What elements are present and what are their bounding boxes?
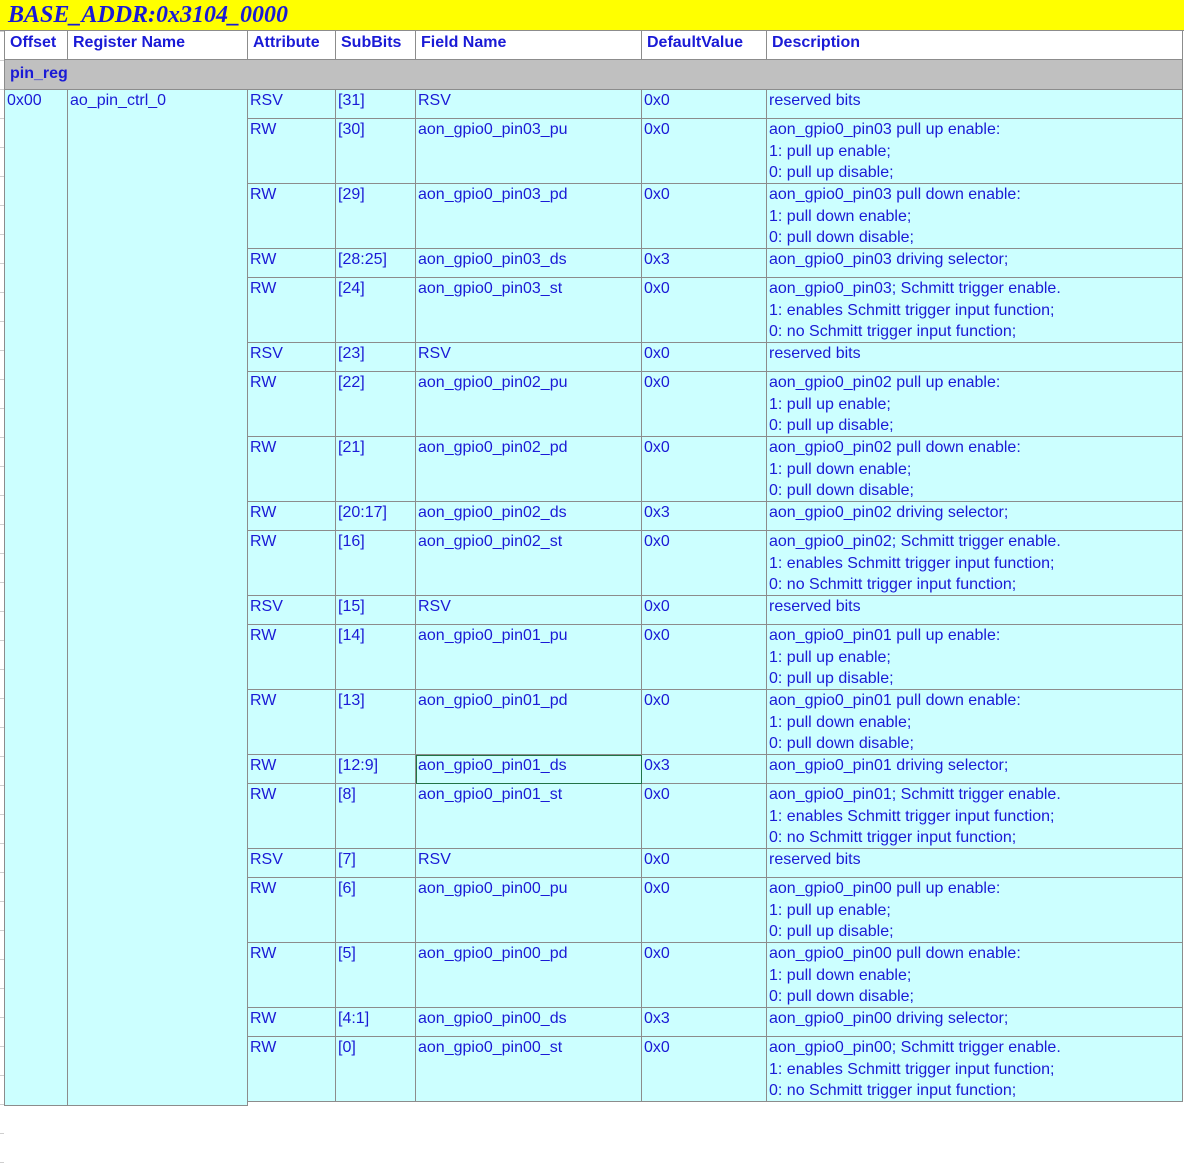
description-line: 0: pull down disable; xyxy=(769,482,914,499)
field-name-cell[interactable]: aon_gpio0_pin00_st xyxy=(416,1037,642,1102)
attribute-cell[interactable]: RW xyxy=(248,943,336,1008)
row-gutter-tick xyxy=(0,698,4,699)
subbits-cell[interactable]: [6] xyxy=(336,878,416,943)
description-line: 0: pull down disable; xyxy=(769,735,914,752)
row-gutter-tick xyxy=(0,959,4,960)
group-row-pin-reg[interactable]: pin_reg xyxy=(4,60,1183,90)
row-gutter-tick xyxy=(0,872,4,873)
row-gutter-tick xyxy=(0,321,4,322)
default-value-cell[interactable]: 0x3 xyxy=(642,249,767,278)
row-gutter-tick xyxy=(0,350,4,351)
description-line: aon_gpio0_pin01 pull down enable: xyxy=(769,692,1021,709)
description-line: aon_gpio0_pin03 pull up enable: xyxy=(769,121,1001,138)
row-gutter-tick xyxy=(0,524,4,525)
attribute-cell[interactable]: RW xyxy=(248,119,336,184)
subbits-cell[interactable]: [7] xyxy=(336,849,416,878)
attribute-cell[interactable]: RW xyxy=(248,184,336,249)
row-gutter-tick xyxy=(0,437,4,438)
subbits-cell[interactable]: [12:9] xyxy=(336,755,416,784)
subbits-cell[interactable]: [4:1] xyxy=(336,1008,416,1037)
attribute-cell[interactable]: RW xyxy=(248,502,336,531)
field-name-cell[interactable]: aon_gpio0_pin03_ds xyxy=(416,249,642,278)
subbits-cell[interactable]: [16] xyxy=(336,531,416,596)
row-gutter-tick xyxy=(0,495,4,496)
attribute-cell[interactable]: RW xyxy=(248,784,336,849)
default-value-cell[interactable]: 0x0 xyxy=(642,184,767,249)
subbits-cell[interactable]: [14] xyxy=(336,625,416,690)
row-gutter-tick xyxy=(0,930,4,931)
default-value-header[interactable]: DefaultValue xyxy=(642,31,767,60)
attribute-cell[interactable]: RSV xyxy=(248,596,336,625)
subbits-cell[interactable]: [22] xyxy=(336,372,416,437)
default-value-cell[interactable]: 0x0 xyxy=(642,625,767,690)
description-cell[interactable] xyxy=(767,625,1183,690)
description-line: reserved bits xyxy=(769,345,861,362)
row-gutter-tick xyxy=(0,234,4,235)
field-name-cell[interactable]: aon_gpio0_pin00_pu xyxy=(416,878,642,943)
attribute-cell[interactable]: RW xyxy=(248,372,336,437)
attribute-cell[interactable]: RW xyxy=(248,690,336,755)
description-line: reserved bits xyxy=(769,598,861,615)
default-value-cell[interactable]: 0x0 xyxy=(642,690,767,755)
row-gutter-tick xyxy=(0,379,4,380)
field-name-cell[interactable]: aon_gpio0_pin01_pd xyxy=(416,690,642,755)
subbits-cell[interactable]: [29] xyxy=(336,184,416,249)
description-line: aon_gpio0_pin03 driving selector; xyxy=(769,251,1009,268)
description-line: 0: pull up disable; xyxy=(769,670,894,687)
row-gutter-tick xyxy=(0,89,4,90)
attribute-cell[interactable]: RW xyxy=(248,878,336,943)
field-name-cell[interactable]: aon_gpio0_pin02_pd xyxy=(416,437,642,502)
row-gutter-tick xyxy=(0,31,4,32)
description-line: aon_gpio0_pin00 pull down enable: xyxy=(769,945,1021,962)
description-cell[interactable] xyxy=(767,343,1183,372)
description-line: aon_gpio0_pin03 pull down enable: xyxy=(769,186,1021,203)
row-gutter-tick xyxy=(0,1046,4,1047)
field-name-cell[interactable]: aon_gpio0_pin00_ds xyxy=(416,1008,642,1037)
description-line: aon_gpio0_pin01; Schmitt trigger enable. xyxy=(769,786,1061,803)
row-gutter-tick xyxy=(0,118,4,119)
subbits-cell[interactable]: [28:25] xyxy=(336,249,416,278)
default-value-cell[interactable]: 0x0 xyxy=(642,531,767,596)
default-value-cell[interactable]: 0x0 xyxy=(642,943,767,1008)
row-gutter-tick xyxy=(0,1104,4,1105)
description-header[interactable]: Description xyxy=(767,31,1183,60)
description-line: 1: pull down enable; xyxy=(769,713,912,731)
subbits-cell[interactable]: [24] xyxy=(336,278,416,343)
row-gutter-tick xyxy=(0,727,4,728)
row-gutter-tick xyxy=(0,147,4,148)
subbits-cell[interactable]: [23] xyxy=(336,343,416,372)
attribute-cell[interactable]: RW xyxy=(248,755,336,784)
description-cell[interactable] xyxy=(767,90,1183,119)
row-gutter-tick xyxy=(0,640,4,641)
attribute-cell[interactable]: RSV xyxy=(248,849,336,878)
description-cell[interactable] xyxy=(767,1008,1183,1037)
description-line: 1: enables Schmitt trigger input function; xyxy=(769,1060,1055,1078)
attribute-cell[interactable]: RW xyxy=(248,1008,336,1037)
default-value-cell[interactable]: 0x0 xyxy=(642,278,767,343)
field-name-cell[interactable]: aon_gpio0_pin01_pu xyxy=(416,625,642,690)
subbits-header[interactable]: SubBits xyxy=(336,31,416,60)
base-address-title[interactable]: BASE_ADDR:0x3104_0000 xyxy=(0,0,1184,31)
row-gutter-tick xyxy=(0,408,4,409)
row-gutter-tick xyxy=(0,60,4,61)
row-gutter-tick xyxy=(0,263,4,264)
description-line: aon_gpio0_pin02 pull up enable: xyxy=(769,374,1001,391)
field-name-cell[interactable]: RSV xyxy=(416,596,642,625)
attribute-header[interactable]: Attribute xyxy=(248,31,336,60)
description-cell[interactable] xyxy=(767,184,1183,249)
description-line: 0: pull down disable; xyxy=(769,988,914,1005)
register-name-header[interactable]: Register Name xyxy=(68,31,248,60)
subbits-cell[interactable]: [20:17] xyxy=(336,502,416,531)
subbits-cell[interactable]: [30] xyxy=(336,119,416,184)
description-cell[interactable] xyxy=(767,596,1183,625)
attribute-cell[interactable]: RW xyxy=(248,249,336,278)
default-value-cell[interactable]: 0x0 xyxy=(642,596,767,625)
description-line: reserved bits xyxy=(769,92,861,109)
description-line: aon_gpio0_pin01 driving selector; xyxy=(769,757,1009,774)
subbits-cell[interactable]: [8] xyxy=(336,784,416,849)
description-cell[interactable] xyxy=(767,849,1183,878)
description-cell[interactable] xyxy=(767,437,1183,502)
field-name-cell[interactable]: RSV xyxy=(416,849,642,878)
offset-header[interactable]: Offset xyxy=(4,31,68,60)
description-cell[interactable] xyxy=(767,690,1183,755)
attribute-cell[interactable]: RW xyxy=(248,437,336,502)
description-line: 1: enables Schmitt trigger input function; xyxy=(769,301,1055,319)
subbits-cell[interactable]: [15] xyxy=(336,596,416,625)
row-gutter-tick xyxy=(0,1133,4,1134)
subbits-cell[interactable]: [31] xyxy=(336,90,416,119)
description-line: 1: pull up enable; xyxy=(769,395,891,413)
field-name-cell[interactable]: RSV xyxy=(416,90,642,119)
register-name-cell[interactable]: ao_pin_ctrl_0 xyxy=(68,90,248,1106)
row-gutter-tick xyxy=(0,466,4,467)
row-gutter-tick xyxy=(0,1017,4,1018)
field-name-cell[interactable]: aon_gpio0_pin02_ds xyxy=(416,502,642,531)
default-value-cell[interactable]: 0x3 xyxy=(642,502,767,531)
default-value-cell[interactable]: 0x0 xyxy=(642,878,767,943)
attribute-cell[interactable]: RW xyxy=(248,278,336,343)
description-cell[interactable] xyxy=(767,502,1183,531)
default-value-cell[interactable]: 0x0 xyxy=(642,343,767,372)
description-line: 0: no Schmitt trigger input function; xyxy=(769,1082,1017,1099)
description-cell[interactable] xyxy=(767,943,1183,1008)
description-cell[interactable] xyxy=(767,1037,1183,1102)
field-name-cell[interactable]: aon_gpio0_pin03_st xyxy=(416,278,642,343)
field-name-cell[interactable]: aon_gpio0_pin00_pd xyxy=(416,943,642,1008)
default-value-cell[interactable]: 0x0 xyxy=(642,90,767,119)
field-name-cell[interactable]: aon_gpio0_pin02_st xyxy=(416,531,642,596)
subbits-cell[interactable]: [5] xyxy=(336,943,416,1008)
row-gutter-tick xyxy=(0,582,4,583)
description-cell[interactable] xyxy=(767,784,1183,849)
row-gutter-tick xyxy=(0,292,4,293)
attribute-cell[interactable]: RSV xyxy=(248,343,336,372)
description-line: aon_gpio0_pin02 driving selector; xyxy=(769,504,1009,521)
row-gutter-tick xyxy=(0,669,4,670)
default-value-cell[interactable]: 0x0 xyxy=(642,1037,767,1102)
row-gutter-tick xyxy=(0,814,4,815)
field-name-cell[interactable]: RSV xyxy=(416,343,642,372)
description-line: 1: enables Schmitt trigger input function; xyxy=(769,807,1055,825)
attribute-cell[interactable]: RW xyxy=(248,625,336,690)
row-gutter-tick xyxy=(0,988,4,989)
row-gutter-tick xyxy=(0,205,4,206)
default-value-cell[interactable]: 0x3 xyxy=(642,1008,767,1037)
description-line: reserved bits xyxy=(769,851,861,868)
row-gutter-tick xyxy=(0,176,4,177)
description-line: aon_gpio0_pin02; Schmitt trigger enable. xyxy=(769,533,1061,550)
description-cell[interactable] xyxy=(767,119,1183,184)
description-line: 0: no Schmitt trigger input function; xyxy=(769,323,1017,340)
default-value-cell[interactable]: 0x3 xyxy=(642,755,767,784)
field-name-cell[interactable]: aon_gpio0_pin01_st xyxy=(416,784,642,849)
row-gutter-tick xyxy=(0,901,4,902)
field-name-cell[interactable]: aon_gpio0_pin01_ds xyxy=(416,755,642,784)
field-name-header[interactable]: Field Name xyxy=(416,31,642,60)
row-gutter-tick xyxy=(0,611,4,612)
description-line: aon_gpio0_pin03; Schmitt trigger enable. xyxy=(769,280,1061,297)
field-name-cell[interactable]: aon_gpio0_pin02_pu xyxy=(416,372,642,437)
description-line: 1: enables Schmitt trigger input function; xyxy=(769,554,1055,572)
description-line: 0: pull up disable; xyxy=(769,417,894,434)
description-line: 0: pull up disable; xyxy=(769,164,894,181)
description-line: aon_gpio0_pin02 pull down enable: xyxy=(769,439,1021,456)
default-value-cell[interactable]: 0x0 xyxy=(642,372,767,437)
attribute-cell[interactable]: RW xyxy=(248,1037,336,1102)
row-gutter-tick xyxy=(0,756,4,757)
description-line: 1: pull up enable; xyxy=(769,142,891,160)
description-line: 0: no Schmitt trigger input function; xyxy=(769,576,1017,593)
default-value-cell[interactable]: 0x0 xyxy=(642,784,767,849)
row-gutter-tick xyxy=(0,785,4,786)
field-name-cell[interactable]: aon_gpio0_pin03_pu xyxy=(416,119,642,184)
description-cell[interactable] xyxy=(767,278,1183,343)
description-cell[interactable] xyxy=(767,755,1183,784)
subbits-cell[interactable]: [0] xyxy=(336,1037,416,1102)
description-line: 1: pull down enable; xyxy=(769,460,912,478)
description-line: 0: pull up disable; xyxy=(769,923,894,940)
row-gutter-tick xyxy=(0,553,4,554)
row-gutter-tick xyxy=(0,1075,4,1076)
description-line: 0: no Schmitt trigger input function; xyxy=(769,829,1017,846)
subbits-cell[interactable]: [13] xyxy=(336,690,416,755)
description-cell[interactable] xyxy=(767,878,1183,943)
field-name-cell[interactable]: aon_gpio0_pin03_pd xyxy=(416,184,642,249)
description-cell[interactable] xyxy=(767,531,1183,596)
description-line: aon_gpio0_pin00; Schmitt trigger enable. xyxy=(769,1039,1061,1056)
subbits-cell[interactable]: [21] xyxy=(336,437,416,502)
default-value-cell[interactable]: 0x0 xyxy=(642,119,767,184)
default-value-cell[interactable]: 0x0 xyxy=(642,849,767,878)
description-line: 0: pull down disable; xyxy=(769,229,914,246)
default-value-cell[interactable]: 0x0 xyxy=(642,437,767,502)
row-gutter-tick xyxy=(0,843,4,844)
offset-cell[interactable]: 0x00 xyxy=(4,90,68,1106)
description-line: 1: pull up enable; xyxy=(769,648,891,666)
description-line: 1: pull up enable; xyxy=(769,901,891,919)
description-cell[interactable] xyxy=(767,372,1183,437)
description-line: aon_gpio0_pin01 pull up enable: xyxy=(769,627,1001,644)
attribute-cell[interactable]: RSV xyxy=(248,90,336,119)
description-cell[interactable] xyxy=(767,249,1183,278)
attribute-cell[interactable]: RW xyxy=(248,531,336,596)
description-line: aon_gpio0_pin00 pull up enable: xyxy=(769,880,1001,897)
description-line: 1: pull down enable; xyxy=(769,207,912,225)
description-line: aon_gpio0_pin00 driving selector; xyxy=(769,1010,1009,1027)
description-line: 1: pull down enable; xyxy=(769,966,912,984)
